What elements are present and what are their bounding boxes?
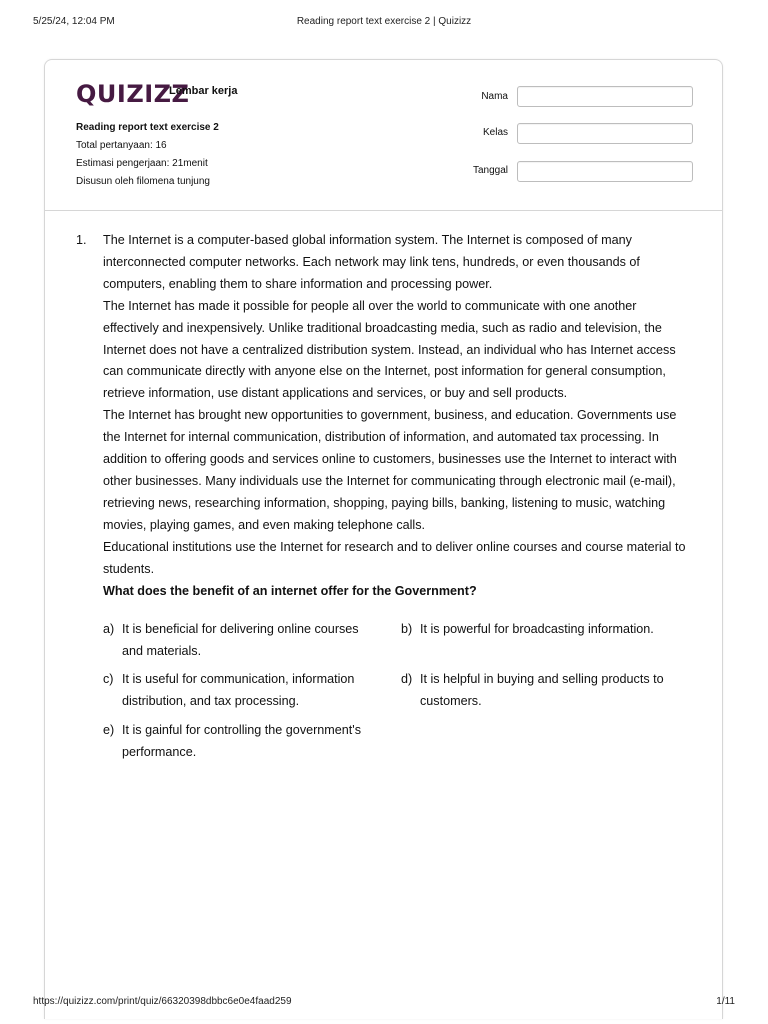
question-prompt: What does the benefit of an internet offer for the Government?	[103, 583, 477, 598]
option-letter: e)	[103, 723, 115, 737]
print-title: Reading report text exercise 2 | Quizizz	[296, 16, 472, 27]
name-field[interactable]	[517, 86, 693, 107]
date-field[interactable]	[517, 161, 693, 182]
class-label: Kelas	[482, 127, 508, 138]
option-letter: d)	[401, 672, 413, 686]
passage-paragraph: Educational institutions use the Internet for research and to deliver online courses and course material to students.	[103, 539, 686, 576]
quiz-meta	[76, 119, 219, 191]
print-datetime: 5/25/24, 12:04 PM	[33, 16, 115, 27]
worksheet-header	[45, 60, 722, 211]
name-label: Nama	[481, 91, 508, 102]
worksheet-label: Lembar kerja	[169, 85, 238, 97]
estimated-time: Estimasi pengerjaan: 21menit	[76, 158, 208, 169]
option-text: It is helpful in buying and selling products to customers.	[420, 672, 664, 708]
option-text: It is beneficial for delivering online courses and materials.	[122, 622, 359, 658]
author: Disusun oleh filomena tunjung	[76, 176, 210, 187]
option-letter: a)	[103, 622, 115, 636]
question-number: 1.	[76, 233, 87, 247]
passage-paragraph: The Internet has brought new opportunities to government, business, and education. Governments use the Internet for internal communication, distribution of information, and automated tax processing. In addition to offering goods and services online to customers, businesses use the Internet to interact with other businesses. Many individuals use the Internet for communicating through electronic mail (e-mail), retrieving news, researching information, shopping, paying bills, banking, listening to music, watching movies, playing games, and even making telephone calls.	[103, 408, 677, 532]
total-questions: Total pertanyaan: 16	[76, 140, 167, 151]
passage-paragraph: The Internet has made it possible for people all over the world to communicate with one another effectively and inexpensively. Unlike traditional broadcasting media, such as radio and television, the Internet does not have a centralized distribution system. Instead, an individual who has Internet access can communicate directly with anyone else on the Internet, post information for general consumption, retrieve information, use distant applications and services, or buy and sell products.	[103, 298, 676, 401]
class-field[interactable]	[517, 123, 693, 144]
passage-paragraph: The Internet is a computer-based global information system. The Internet is composed of many interconnected computer networks. Each network may link tens, hundreds, or even thousands of computers, enabling them to share information and processing power.	[103, 233, 640, 291]
quizizz-logo: QUIZIZZ	[76, 80, 190, 108]
option-letter: b)	[401, 622, 413, 636]
print-header	[33, 16, 735, 30]
question-body	[103, 230, 695, 602]
option-text: It is powerful for broadcasting information.	[420, 622, 654, 636]
print-footer	[33, 996, 735, 1010]
page-number: 1/11	[716, 996, 735, 1007]
worksheet-card	[44, 59, 723, 1019]
option-text: It is useful for communication, information distribution, and tax processing.	[122, 672, 355, 708]
quiz-title: Reading report text exercise 2	[76, 122, 219, 133]
date-label: Tanggal	[472, 165, 508, 176]
option-text: It is gainful for controlling the government's performance.	[122, 723, 362, 759]
print-url: https://quizizz.com/print/quiz/66320398dbbc6e0e4faad259	[33, 996, 292, 1007]
option-letter: c)	[103, 672, 114, 686]
